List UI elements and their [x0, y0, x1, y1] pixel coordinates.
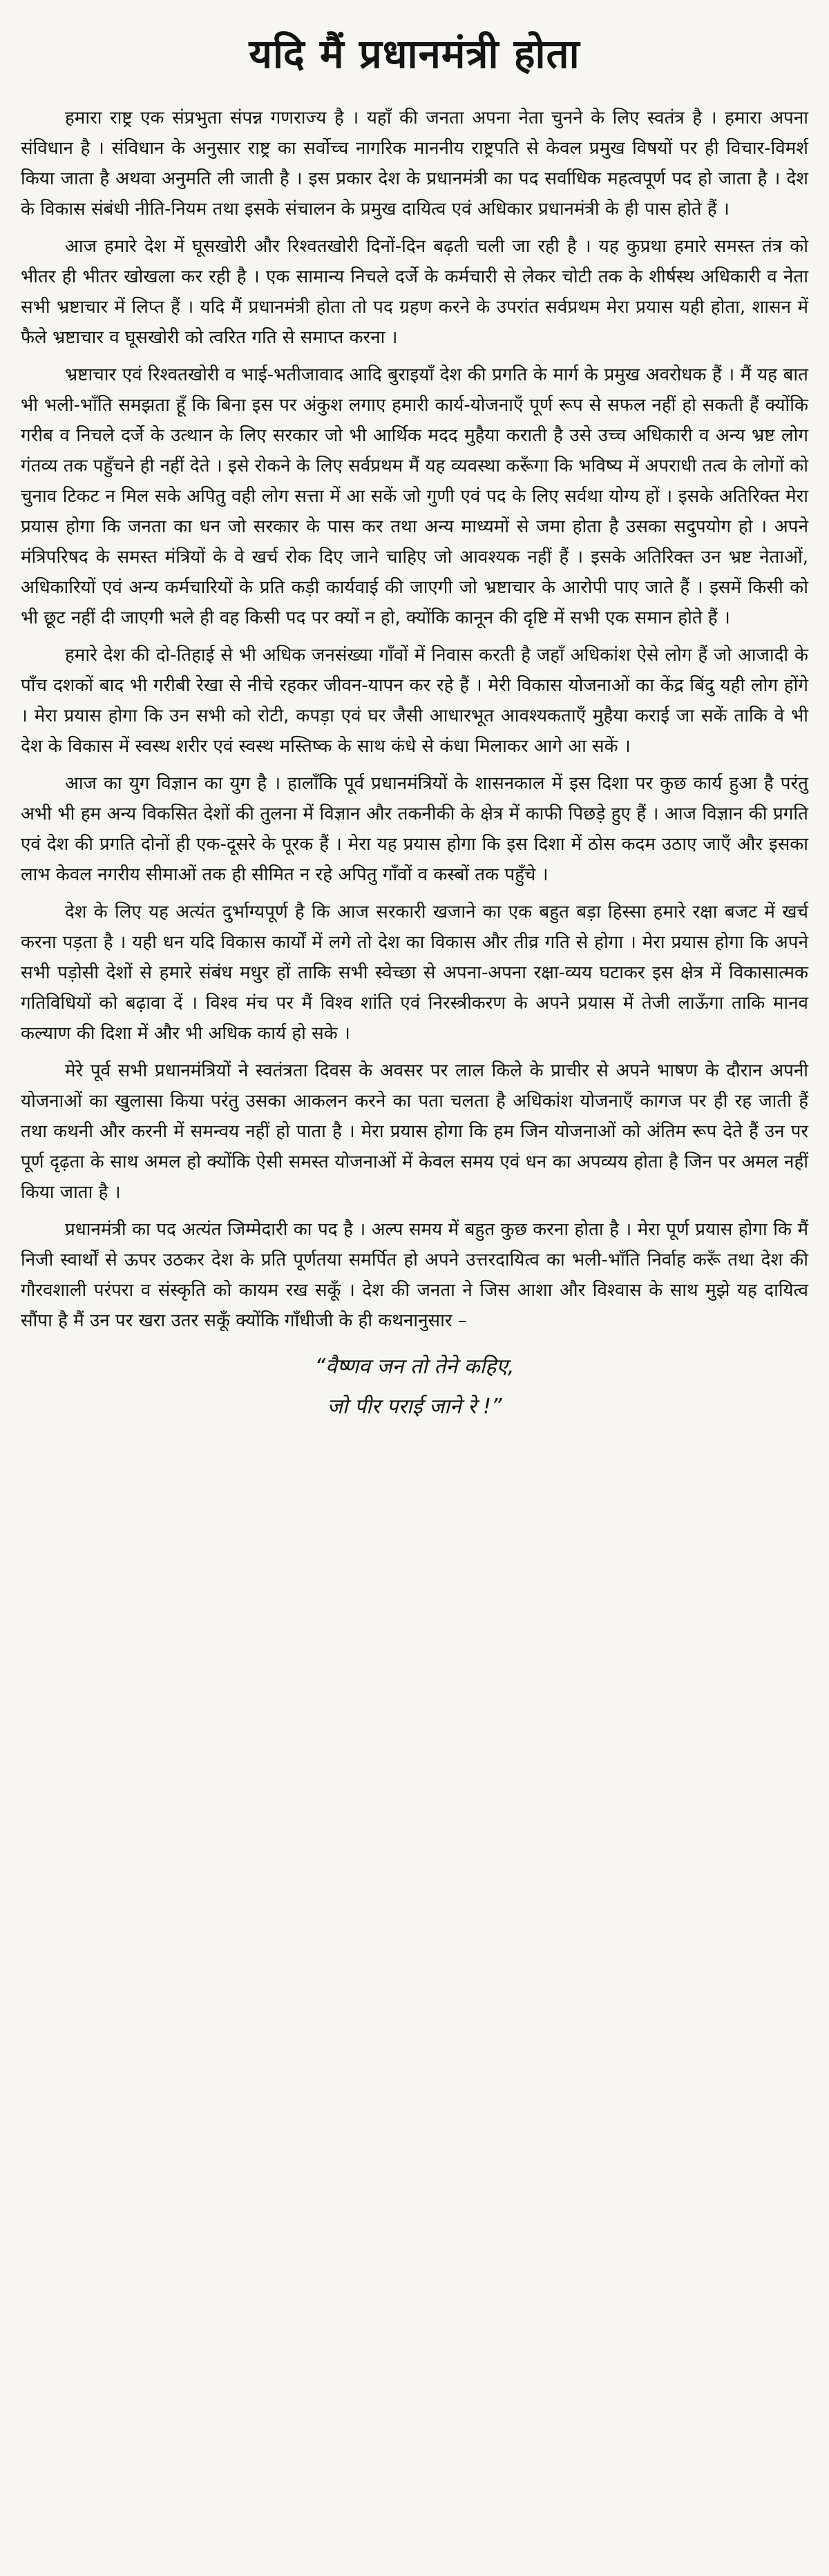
paragraph-7: मेरे पूर्व सभी प्रधानमंत्रियों ने स्वतंत्रता दिवस के अवसर पर लाल किले के प्राचीर से अपने भाषण के दौरान अपनी योजनाओं का खुलासा किया परंतु उसका आकलन करने का पता चलता है अधिकांश योजनाएँ कागज पर ही रह जाती हैं तथा कथनी और करनी में समन्वय नहीं हो पाता है । मेरा प्रयास होगा कि हम जिन योजनाओं को अंतिम रूप देते हैं उन पर पूर्ण दृढ़ता के साथ अमल हो क्योंकि ऐसी समस्त योजनाओं में केवल समय एवं धन का अपव्यय होता है जिन पर अमल नहीं किया जाता है । — [21, 1061, 808, 1203]
quote-line-2: जो पीर पराई जाने रे !” — [327, 1395, 502, 1419]
quote-line-1: “वैष्णव जन तो तेने कहिए, — [314, 1355, 515, 1379]
paragraph-3: भ्रष्टाचार एवं रिश्वतखोरी व भाई-भतीजावाद आदि बुराइयाँ देश की प्रगति के मार्ग के प्रमुख अवरोधक हैं । मैं यह बात भी भली-भाँति समझता हूँ कि बिना इस पर अंकुश लगाए हमारी कार्य-योजनाएँ पूर्ण रूप से सफल नहीं हो सकती हैं क्योंकि गरीब व निचले दर्जे के उत्थान के लिए सरकार जो भी आर्थिक मदद मुहैया कराती है उसे उच्च अधिकारी व अन्य भ्रष्ट लोग गंतव्य तक पहुँचने ही नहीं देते । इसे रोकने के लिए सर्वप्रथम मैं यह व्यवस्था करूँगा कि भविष्य में अपराधी तत्व के लोगों को चुनाव टिकट न मिल सके अपितु वही लोग सत्ता में आ सकें जो गुणी एवं पद के लिए सर्वथा योग्य हों । इसके अतिरिक्त मेरा प्रयास होगा कि जनता का धन जो सरकार के पास कर तथा अन्य माध्यमों से जमा होता है उसका सदुपयोग हो । अपने मंत्रिपरिषद के समस्त मंत्रियों के वे खर्च रोक दिए जाने चाहिए जो आवश्यक नहीं हैं । इसके अतिरिक्त उन भ्रष्ट नेताओं, अधिकारियों एवं अन्य कर्मचारियों के प्रति कड़ी कार्यवाई की जाएगी जो भ्रष्टाचार के आरोपी पाए जाते हैं । इसमें किसी को भी छूट नहीं दी जाएगी भले ही वह किसी पद पर क्यों न हो, क्योंकि कानून की दृष्टि में सभी एक समान होते हैं । — [21, 365, 808, 628]
paragraph-2: आज हमारे देश में घूसखोरी और रिश्वतखोरी दिनों-दिन बढ़ती चली जा रही है । यह कुप्रथा हमारे समस्त तंत्र को भीतर ही भीतर खोखला कर रही है । एक सामान्य निचले दर्जे के कर्मचारी से लेकर चोटी तक के शीर्षस्थ अधिकारी व नेता सभी भ्रष्टाचार में लिप्त हैं । यदि मैं प्रधानमंत्री होता तो पद ग्रहण करने के उपरांत सर्वप्रथम मेरा प्रयास यही होता, शासन में फैले भ्रष्टाचार व घूसखोरी को त्वरित गति से समाप्त करना । — [21, 236, 808, 348]
closing-quote — [21, 1347, 808, 1427]
essay-title: यदि मैं प्रधानमंत्री होता — [249, 30, 580, 77]
paragraph-1: हमारा राष्ट्र एक संप्रभुता संपन्न गणराज्य है । यहाँ की जनता अपना नेता चुनने के लिए स्वतंत्र है । हमारा अपना संविधान है । संविधान के अनुसार राष्ट्र का सर्वोच्च नागरिक माननीय राष्ट्रपति से केवल प्रमुख विषयों पर ही विचार-विमर्श किया जाता है अथवा अनुमति ली जाती है । इस प्रकार देश के प्रधानमंत्री का पद सर्वाधिक महत्वपूर्ण पद हो जाता है । देश के विकास संबंधी नीति-नियम तथा इसके संचालन के प्रमुख दायित्व एवं अधिकार प्रधानमंत्री के ही पास होते हैं । — [21, 108, 808, 220]
paragraph-6: देश के लिए यह अत्यंत दुर्भाग्यपूर्ण है कि आज सरकारी खजाने का एक बहुत बड़ा हिस्सा हमारे रक्षा बजट में खर्च करना पड़ता है । यही धन यदि विकास कार्यों में लगे तो देश का विकास और तीव्र गति से होगा । मेरा प्रयास होगा कि अपने सभी पड़ोसी देशों से हमारे संबंध मधुर हों ताकि सभी स्वेच्छा से अपना-अपना रक्षा-व्यय घटाकर इस क्षेत्र में विकासात्मक गतिविधियों को बढ़ावा दें । विश्व मंच पर मैं विश्व शांति एवं निरस्त्रीकरण के अपने प्रयास में तेजी लाऊँगा ताकि मानव कल्याण की दिशा में और भी अधिक कार्य हो सके । — [21, 902, 808, 1044]
paragraph-4: हमारे देश की दो-तिहाई से भी अधिक जनसंख्या गाँवों में निवास करती है जहाँ अधिकांश ऐसे लोग हैं जो आजादी के पाँच दशकों बाद भी गरीबी रेखा से नीचे रहकर जीवन-यापन कर रहे हैं । मेरी विकास योजनाओं का केंद्र बिंदु यही लोग होंगे । मेरा प्रयास होगा कि उन सभी को रोटी, कपड़ा एवं घर जैसी आधारभूत आवश्यकताएँ मुहैया कराई जा सकें ताकि वे भी देश के विकास में स्वस्थ शरीर एवं स्वस्थ मस्तिष्क के साथ कंधे से कंधा मिलाकर आगे आ सकें । — [21, 645, 808, 757]
paragraph-8: प्रधानमंत्री का पद अत्यंत जिम्मेदारी का पद है । अल्प समय में बहुत कुछ करना होता है । मेरा पूर्ण प्रयास होगा कि मैं निजी स्वार्थों से ऊपर उठकर देश के प्रति पूर्णतया समर्पित हो अपने उत्तरदायित्व का भली-भाँति निर्वाह करूँ तथा देश की गौरवशाली परंपरा व संस्कृति को कायम रख सकूँ । देश की जनता ने जिस आशा और विश्वास के साथ मुझे यह दायित्व सौंपा है मैं उन पर खरा उतर सकूँ क्योंकि गाँधीजी के ही कथनानुसार – — [21, 1219, 808, 1331]
paragraph-5: आज का युग विज्ञान का युग है । हालाँकि पूर्व प्रधानमंत्रियों के शासनकाल में इस दिशा पर कुछ कार्य हुआ है परंतु अभी भी हम अन्य विकसित देशों की तुलना में विज्ञान और तकनीकी के क्षेत्र में काफी पिछड़े हुए हैं । आज विज्ञान की प्रगति एवं देश की प्रगति दोनों ही एक-दूसरे के पूरक हैं । मेरा यह प्रयास होगा कि इस दिशा में ठोस कदम उठाए जाएँ और इसका लाभ केवल नगरीय सीमाओं तक ही सीमित न रहे अपितु गाँवों व कस्बों तक पहुँचे । — [21, 773, 808, 885]
